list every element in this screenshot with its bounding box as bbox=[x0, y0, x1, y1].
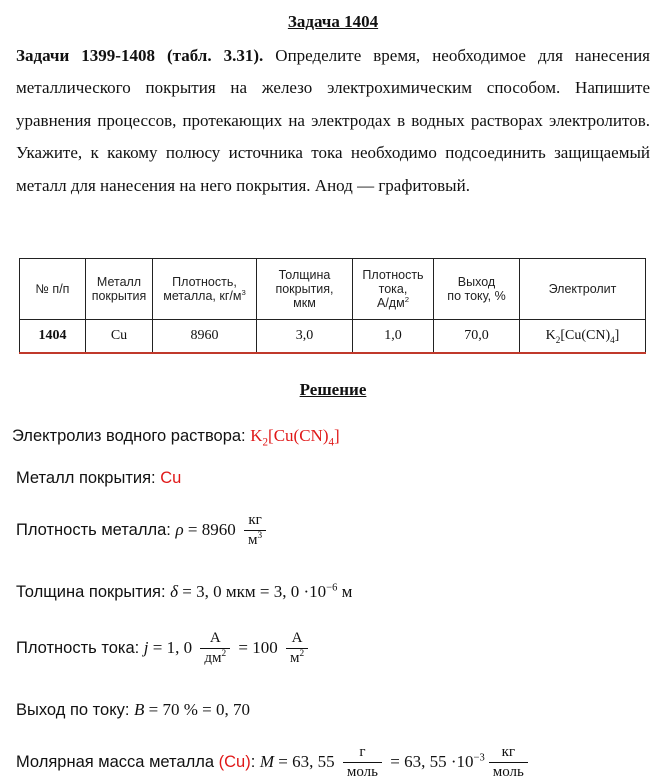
molar-mass-fraction-2: $\frac{кг}{\text{моль}}$ bbox=[489, 744, 528, 781]
coating-metal-line: Металл покрытия: Cu bbox=[16, 469, 182, 487]
col-header-num: № п/п bbox=[20, 259, 86, 320]
current-yield-line: Выход по току: B = 70 % = 0, 70 bbox=[16, 700, 251, 719]
thickness-line: Толщина покрытия: δ = 3, 0 мкм = 3, $0 \cdot 10^{-6}$ м bbox=[16, 582, 353, 601]
table-header-row bbox=[20, 259, 646, 320]
cell-density: 8960 bbox=[153, 319, 257, 353]
density-unit-fraction: $\frac{кг}{м^3}$ bbox=[244, 512, 266, 549]
cell-current-density: 1,0 bbox=[353, 319, 434, 353]
density-line: Плотность металла: ρ = 8960 $\frac{кг}{м^3}$ bbox=[16, 512, 270, 549]
table-row bbox=[20, 319, 646, 353]
current-unit-fraction-1: $\frac{А}{дм^2}$ bbox=[200, 630, 230, 667]
col-header-current-yield: Выход по току, % bbox=[434, 259, 520, 320]
parameters-table bbox=[19, 258, 646, 354]
molar-mass-fraction-1: $\frac{г}{\text{моль}}$ bbox=[343, 744, 382, 781]
coating-metal-value: Cu bbox=[160, 469, 182, 487]
current-unit-fraction-2: $\frac{А}{м^2}$ bbox=[286, 630, 308, 667]
col-header-density: Плотность, металла, $кг/м^3$ bbox=[153, 259, 257, 320]
cell-num: 1404 bbox=[20, 319, 86, 353]
col-header-metal: Металл покрытия bbox=[86, 259, 153, 320]
molar-mass-metal: (Cu) bbox=[218, 752, 251, 771]
electrolyte-line: Электролиз водного раствора: $K_2[Cu(CN)_4]$ bbox=[12, 426, 340, 449]
current-density-line: Плотность тока: j = 1, 0 $\frac{А}{дм^2}$ = 100 $\frac{А}{м^2}$ bbox=[16, 630, 312, 667]
molar-mass-line: Молярная масса металла (Cu): M = 63, 55 $\frac{г}{\text{моль}}$ = 63, $55 \cdot 10^{-3}$ $\frac{кг}{\text{моль}}$ bbox=[16, 744, 532, 781]
cell-thickness: 3,0 bbox=[257, 319, 353, 353]
col-header-current-density: Плотность тока, $А/дм^2$ bbox=[353, 259, 434, 320]
task-statement bbox=[16, 40, 650, 202]
col-header-thickness: Толщина покрытия, мкм bbox=[257, 259, 353, 320]
electrolyte-formula: $K_2[Cu(CN)_4]$ bbox=[250, 426, 340, 449]
cell-current-yield: 70,0 bbox=[434, 319, 520, 353]
solution-title: Решение bbox=[299, 380, 367, 399]
task-number-range: Задачи 1399-1408 (табл. 3.31). bbox=[16, 46, 264, 65]
page-title: Задача 1404 bbox=[287, 12, 379, 31]
cell-electrolyte: $K_2[Cu(CN)_4]$ bbox=[520, 319, 646, 353]
col-header-electrolyte: Электролит bbox=[520, 259, 646, 320]
cell-metal: Cu bbox=[86, 319, 153, 353]
task-text: Определите время, необходимое для нанесения металлического покрытия на железо электрохимическим способом. Напишите уравнения процессов, протекающих на электродах в водных растворах электролитов. Укажите, к какому полюсу источника тока необходимо подсоединить защищаемый металл для нанесения на него покрытия. Анод — графитовый. bbox=[16, 46, 650, 195]
